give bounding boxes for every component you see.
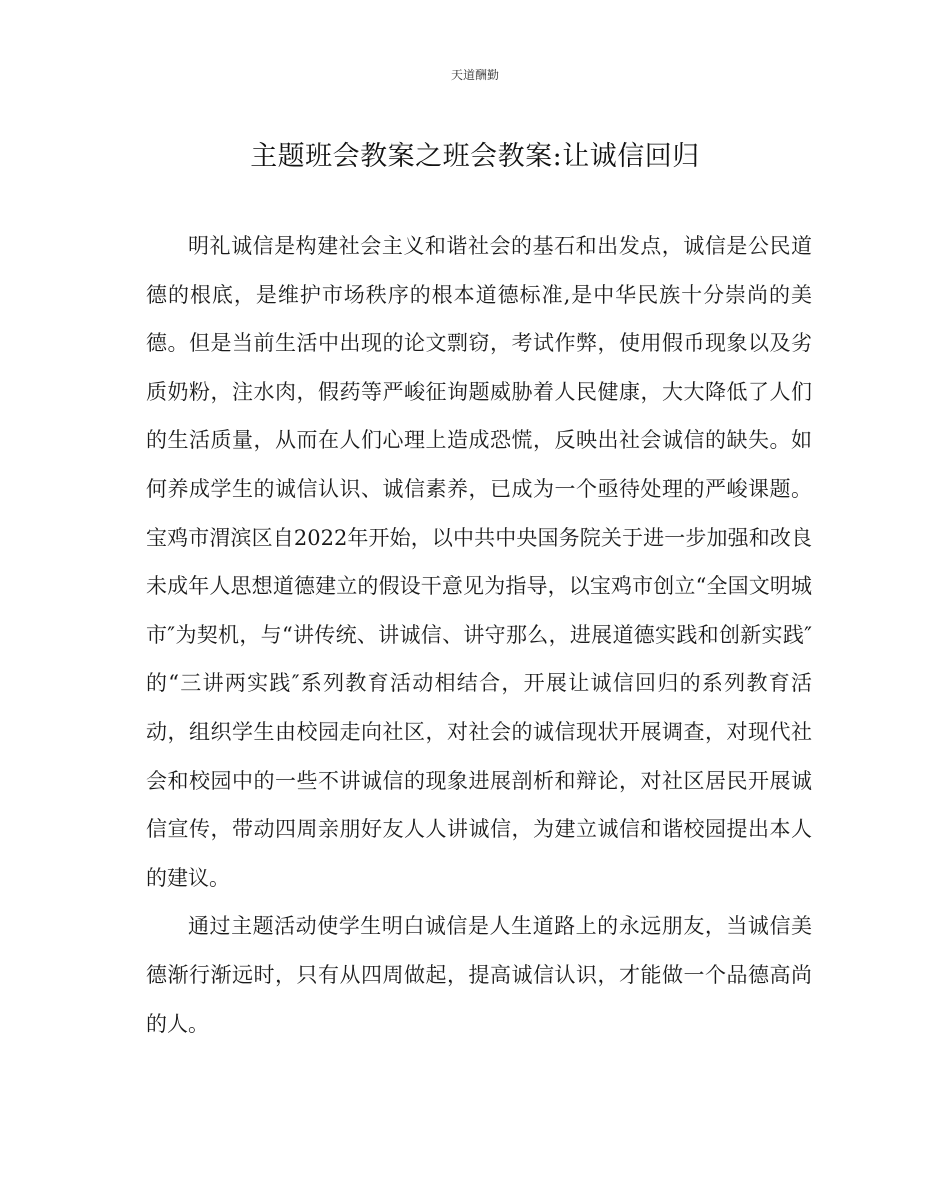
document-title: 主题班会教案之班会教案:让诚信回归 <box>250 141 700 172</box>
document-body <box>146 222 812 1048</box>
page-header: 天道酬勤 <box>450 68 499 82</box>
body-paragraph: 明礼诚信是构建社会主义和谐社会的基石和出发点，诚信是公民道德的根底，是维护市场秩序的根本道德标准,是中华民族十分崇尚的美德。但是当前生活中出现的论文剽窃，考试作弊，使用假币现象以及劣质奶粉，注水肉，假药等严峻征询题威胁着人民健康，大大降低了人们的生活质量，从而在人们心理上造成恐慌，反映出社会诚信的缺失。如何养成学生的诚信认识、诚信素养，已成为一个亟待处理的严峻课题。宝鸡市渭滨区自2022年开始，以中共中央国务院关于进一步加强和改良未成年人思想道德建立的假设干意见为指导，以宝鸡市创立“全国文明城市″为契机，与“讲传统、讲诚信、讲守那么，进展道德实践和创新实践″的“三讲两实践″系列教育活动相结合，开展让诚信回归的系列教育活动，组织学生由校园走向社区，对社会的诚信现状开展调查，对现代社会和校园中的一些不讲诚信的现象进展剖析和辩论，对社区居民开展诚信宣传，带动四周亲朋好友人人讲诚信，为建立诚信和谐校园提出本人的建议。 <box>146 234 812 890</box>
body-paragraph: 通过主题活动使学生明白诚信是人生道路上的永远朋友，当诚信美德渐行渐远时，只有从四周做起，提高诚信认识，才能做一个品德高尚的人。 <box>146 914 812 1036</box>
